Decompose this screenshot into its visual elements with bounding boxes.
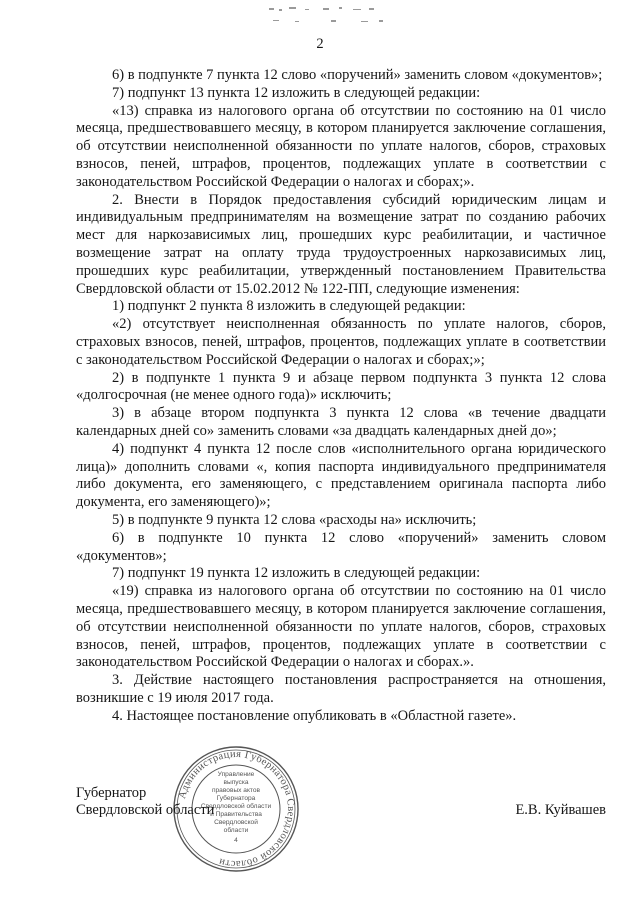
stamp-line: Управление: [217, 771, 255, 778]
stamp-line: и Правительства: [210, 811, 262, 818]
signatory-title: Губернатор: [76, 785, 147, 801]
document-body: [76, 67, 606, 725]
paragraph: 3. Действие настоящего постановления распространяется на отношения, возникшие с 19 июля 2017 года.: [76, 672, 606, 706]
stamp-line: области: [223, 827, 249, 834]
stamp-number: 4: [234, 837, 238, 844]
scan-header-marks: [265, 6, 395, 28]
paragraph: 7) подпункт 13 пункта 12 изложить в следующей редакции:: [112, 84, 481, 101]
paragraph: «2) отсутствует неисполненная обязанность по уплате налогов, сборов, страховых взносов, пеней, штрафов, процентов, подлежащих уплате в соответствии с законодательством Российской Федерации о налогах и сборах;»;: [76, 316, 606, 368]
signature-block: [76, 785, 606, 825]
paragraph: 5) в подпункте 9 пункта 12 слова «расходы на» исключить;: [112, 511, 477, 528]
paragraph: 6) в подпункте 10 пункта 12 слово «поручений» заменить словом «документов»;: [76, 529, 606, 564]
paragraph: 4. Настоящее постановление опубликовать в «Областной газете».: [112, 707, 517, 724]
paragraph: 7) подпункт 19 пункта 12 изложить в следующей редакции:: [112, 565, 481, 582]
paragraph: 2) в подпункте 1 пункта 9 и абзаце первом подпункта 3 пункта 12 слова «долгосрочная (не менее одного года)» исключить;: [76, 369, 606, 404]
paragraph: 4) подпункт 4 пункта 12 после слов «исполнительного органа юридического лица)» дополнить словами «, копия паспорта индивидуального предпринимателя либо документа, его заменяющего, с представлением оригинала паспорта либо документа, его заменяющего)»;: [76, 440, 606, 511]
stamp-line: правовых актов: [211, 787, 261, 794]
paragraph: 1) подпункт 2 пункта 8 изложить в следующей редакции:: [112, 298, 466, 315]
signatory-name: Е.В. Куйвашев: [515, 802, 606, 818]
paragraph: «13) справка из налогового органа об отсутствии по состоянию на 01 число месяца, предшествовавшего месяцу, в котором планируется заключение соглашения, об отсутствии неисполненной обязанности по уплате налогов, сборов, страховых взносов, пеней, штрафов, процентов, подлежащих уплате в соответствии с законодательством Российской Федерации о налогах и сборах;».: [76, 102, 606, 190]
stamp-line: Свердловской: [214, 819, 258, 826]
paragraph: 3) в абзаце втором подпункта 3 пункта 12 слова «в течение двадцати календарных дней со» заменить словами «за двадцать календарных дней до»;: [76, 405, 606, 439]
stamp-line: выпуска: [223, 779, 249, 786]
page-number: 2: [316, 36, 324, 52]
signatory-region: Свердловской области: [76, 802, 215, 818]
paragraph: «19) справка из налогового органа об отсутствии по состоянию на 01 число месяца, предшествовавшего месяцу, в котором планируется заключение соглашения, об отсутствии неисполненной обязанности по уплате налогов, сборов, страховых взносов, пеней, штрафов, процентов, подлежащих уплате в соответствии с законодательством Российской Федерации о налогах и сборах.».: [76, 583, 606, 671]
paragraph: 6) в подпункте 7 пункта 12 слово «поручений» заменить словом «документов»;: [112, 67, 603, 83]
stamp-line: Губернатора: [216, 795, 256, 802]
paragraph: 2. Внести в Порядок предоставления субсидий юридическим лицам и индивидуальным предпринимателям на возмещение затрат по созданию рабочих мест для наркозависимых лиц, прошедших курс реабилитации, и частичное возмещение затрат на оплату труда трудоустроенных наркозависимых лиц, прошедших курс реабилитации, утвержденный постановлением Правительства Свердловской области от 15.02.2012 № 122-ПП, следующие изменения:: [76, 191, 606, 297]
stamp-line: Свердловской области: [200, 803, 272, 810]
stamp-outer-text: Администрация Губернатора Свердловской области: [177, 748, 297, 870]
